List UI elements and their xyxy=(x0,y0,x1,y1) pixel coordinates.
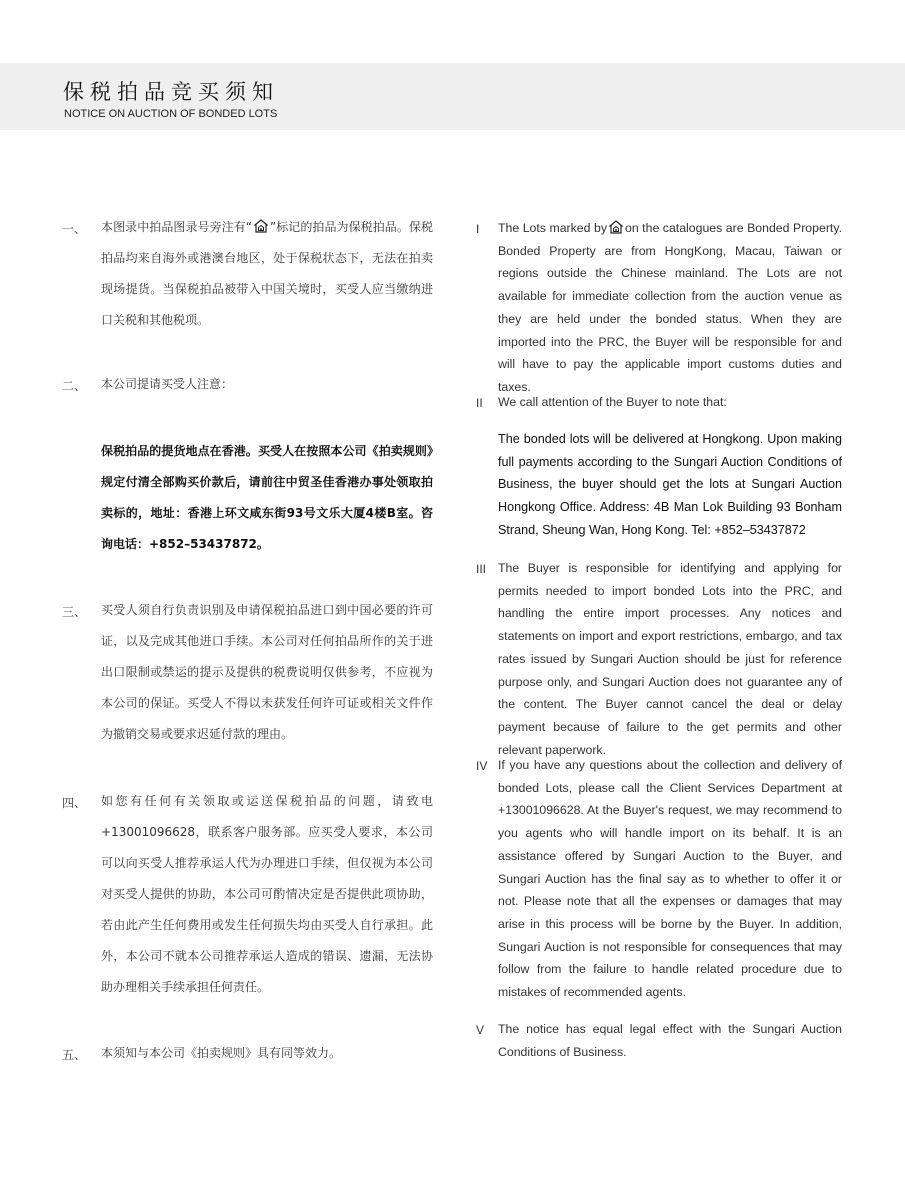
en-item-text: The Buyer is responsible for identifying and applying for permits needed to import bonded Lots into the PRC, and handling the entire import processes. Any notices and statements on import and export restrictions, embargo, and tax rates issued by Sungari Auction should be just for reference purpose only, and Sungari Auction does not guarantee any of the content. The Buyer cannot cancel the deal or delay payment because of failure to the get permits and other relevant paperwork. xyxy=(498,561,842,757)
bonded-house-icon xyxy=(254,219,268,233)
page-title-en: NOTICE ON AUCTION OF BONDED LOTS xyxy=(64,108,278,120)
zh-item-text-part: 本图录中拍品图录号旁注有“ xyxy=(101,220,252,234)
bonded-house-icon xyxy=(609,220,623,234)
zh-item-text: 本公司提请买受人注意： xyxy=(101,377,234,391)
en-item-text xyxy=(498,217,842,399)
zh-item-text xyxy=(101,212,433,336)
zh-pickup-text: 保税拍品的提货地点在香港。买受人在按照本公司《拍卖规则》规定付清全部购买价款后，请前往中贸圣佳香港办事处领取拍卖标的，地址：香港上环文咸东街93号文乐大厦4楼B室。咨询电话：+852–53437872。 xyxy=(101,444,433,551)
zh-item-text: 买受人须自行负责识别及申请保税拍品进口到中国必要的许可证，以及完成其他进口手续。本公司对任何拍品所作的关于进出口限制或禁运的提示及提供的税费说明仅供参考，不应视为本公司的保证。买受人不得以未获发任何许可证或相关文件作为撤销交易或要求迟延付款的理由。 xyxy=(101,603,433,741)
en-item-number: II xyxy=(476,396,483,410)
en-item-number: V xyxy=(476,1023,485,1037)
zh-item-number: 二、 xyxy=(62,379,87,393)
zh-item-number: 五、 xyxy=(62,1048,87,1062)
zh-item-number: 三、 xyxy=(62,605,87,619)
en-pickup-text: The bonded lots will be delivered at Hongkong. Upon making full payments according to the Sungari Auction Conditions of Business, the buyer should get the lots at Sungari Auction Hongkong Office. Address: 4B Man Lok Building 93 Bonham Strand, Sheung Wan, Hong Kong. Tel: +852–53437872 xyxy=(498,432,842,537)
en-item-number: III xyxy=(476,562,487,576)
en-item-text: We call attention of the Buyer to note that: xyxy=(498,395,727,409)
zh-item-number: 一、 xyxy=(62,222,87,236)
zh-item-number: 四、 xyxy=(62,796,87,810)
zh-item-text-part: ”标记的拍品为保税拍品。保税拍品均来自海外或港澳台地区，处于保税状态下，无法在拍卖现场提货。当保税拍品被带入中国关境时，买受人应当缴纳进口关税和其他税项。 xyxy=(101,220,433,327)
page-title-zh: 保税拍品竞买须知 xyxy=(63,80,279,104)
en-item-number: I xyxy=(476,222,480,236)
en-item-number: IV xyxy=(476,759,488,773)
zh-item-text: 本须知与本公司《拍卖规则》具有同等效力。 xyxy=(101,1046,342,1060)
en-item-text-part: The Lots marked by xyxy=(498,221,607,235)
en-item-text: The notice has equal legal effect with the Sungari Auction Conditions of Business. xyxy=(498,1022,842,1059)
zh-item-text: 如您有任何有关领取或运送保税拍品的问题，请致电+13001096628，联系客户服务部。应买受人要求，本公司可以向买受人推荐承运人代为办理进口手续，但仅视为本公司对买受人提供的协助，本公司可酌情决定是否提供此项协助，若由此产生任何费用或发生任何损失均由买受人自行承担。此外，本公司不就本公司推荐承运人造成的错误、遗漏，无法协助办理相关手续承担任何责任。 xyxy=(101,794,433,994)
en-item-text: If you have any questions about the collection and delivery of bonded Lots, please call the Client Services Department at +13001096628. At the Buyer's request, we may recommend to you agents who will handle import on its behalf. It is an assistance offered by Sungari Auction to the Buyer, and Sungari Auction has the final say as to whether to offer it or not. Please note that all the expenses or damages that may arise in this process will be borne by the Buyer. In addition, Sungari Auction is not responsible for consequences that may follow from the failure to handle related procedure due to mistakes of recommended agents. xyxy=(498,758,842,1000)
en-item-text-part: on the catalogues are Bonded Property. Bonded Property are from HongKong, Macau, Taiwan or regions outside the Chinese mainland. The Lots are not available for immediate collection from the auction venue as they are held under the bonded status. When they are imported into the PRC, the Buyer will be responsible for and will have to pay the applicable import customs duties and taxes. xyxy=(498,221,842,394)
